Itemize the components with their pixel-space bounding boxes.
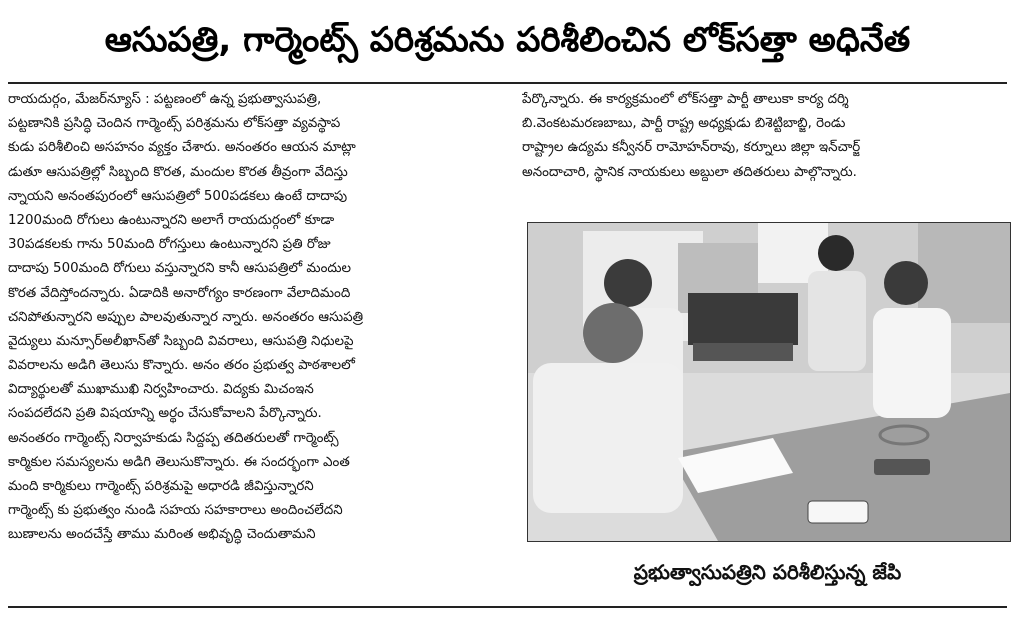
top-divider xyxy=(8,82,1007,84)
bottom-divider xyxy=(8,606,1007,608)
body-line: కొరత వేదిస్తోందన్నారు. ఏడాదికి అనారోగ్యం కారణంగా వేలాదిమంది xyxy=(8,285,351,301)
body-line: కార్మికుల సమస్యలను అడిగి తెలుసుకొన్నారు. ఈ సందర్భంగా ఎంత xyxy=(8,454,350,470)
body-line: 1200మంది రోగులు ఉంటున్నారని అలాగే రాయదుర్గంలో కూడా xyxy=(8,212,335,228)
article-body-right-column xyxy=(522,88,1007,185)
photo-caption: ప్రభుత్వాసుపత్రిని పరిశీలిస్తున్న జేపి xyxy=(633,560,902,584)
body-line: 30పడకలకు గాను 50మంది రోగస్తులు ఉంటున్నారని ప్రతి రోజు xyxy=(8,237,331,253)
body-line: పట్టణానికి ప్రసిద్ధి చెందిన గార్మెంట్స్ పరిశ్రమను లోక్‌సత్తా వ్యవస్థాప xyxy=(8,116,341,132)
body-line: కుడు పరిశీలించి అసహనం వ్యక్తం చేశారు. అనంతరం ఆయన మాట్లా xyxy=(8,140,356,156)
news-photo xyxy=(527,222,1011,542)
body-line: అనంతరం గార్మెంట్స్ నిర్వాహకుడు సిద్దప్ప తదితరులతో గార్మెంట్స్ xyxy=(8,430,339,446)
news-photo-illustration xyxy=(528,223,1010,541)
body-line: డుతూ ఆసుపత్రిల్లో సిబ్బంది కొరత, మందుల కొరత తీవ్రంగా వేదిస్తు xyxy=(8,164,348,180)
body-line: మంది కార్మికులు గార్మెంట్స్ పరిశ్రమపై అధారడి జీవిస్తున్నారని xyxy=(8,479,314,494)
body-line: అనందాచారి, స్థానిక నాయకులు అబ్దులా తదితరులు పాల్గొన్నారు. xyxy=(522,164,857,180)
body-line: దాదాపు 500మంది రోగులు వస్తున్నారని కానీ ఆసుపత్రిలో మందుల xyxy=(8,261,351,277)
body-line: విద్యార్థులతో ముఖాముఖి నిర్వహించారు. విద్యకు మిచంఇన xyxy=(8,382,314,398)
body-line: చనిపోతున్నారని అప్పుల పాలవుతున్నార న్నారు. అనంతరం ఆసుపత్రి xyxy=(8,309,364,325)
body-line: గార్మెంట్స్ కు ప్రభుత్వం నుండి సహయ సహకారాలు అందించలేదని xyxy=(8,503,343,519)
body-line: వైద్యులు మన్సూర్‌అలీఖాన్‌తో సిబ్బంది వివరాలు, ఆసుపత్రి నిధులపై xyxy=(8,333,354,349)
article-body-left-column xyxy=(8,88,504,548)
body-line: న్నాయని అనంతపురంలో ఆసుపత్రిలో 500పడకలు ఉంటే దాదాపు xyxy=(8,188,348,204)
body-line: బుణాలను అందచేస్తే తాము మరింత అభివృద్ధి చెందుతామని xyxy=(8,527,316,543)
body-line: రాష్ట్రాల ఉద్యమ కన్వీనర్ రామోహన్‌రావు, కర్నూలు జిల్లా ఇన్‌చార్జ్ xyxy=(522,140,861,156)
body-line: రాయదుర్గం, మేజర్‌న్యూస్ : పట్టణంలో ఉన్న ప్రభుత్వాసుపత్రి, xyxy=(8,92,322,107)
headline: ఆసుపత్రి, గార్మెంట్స్ పరిశ్రమను పరిశీలించిన లోక్‌సత్తా అధినేత xyxy=(104,20,911,60)
body-line: బి.వెంకటమరణబాబు, పార్టీ రాష్ట్ర అధ్యక్షుడు బిశెట్టిబాబ్జి, రెండు xyxy=(522,116,846,132)
body-line: సంపదలేదని ప్రతి విషయాన్ని అర్థం చేసుకోవాలని పేర్కొన్నారు. xyxy=(8,406,322,422)
body-line: పేర్కొన్నారు. ఈ కార్యక్రమంలో లోక్‌సత్తా పార్టీ తాలుకా కార్య దర్శి xyxy=(522,92,849,107)
body-line: వివరాలను అడిగి తెలుసు కొన్నారు. అనం తరం ప్రభుత్వ పాఠశాలలో xyxy=(8,358,355,374)
